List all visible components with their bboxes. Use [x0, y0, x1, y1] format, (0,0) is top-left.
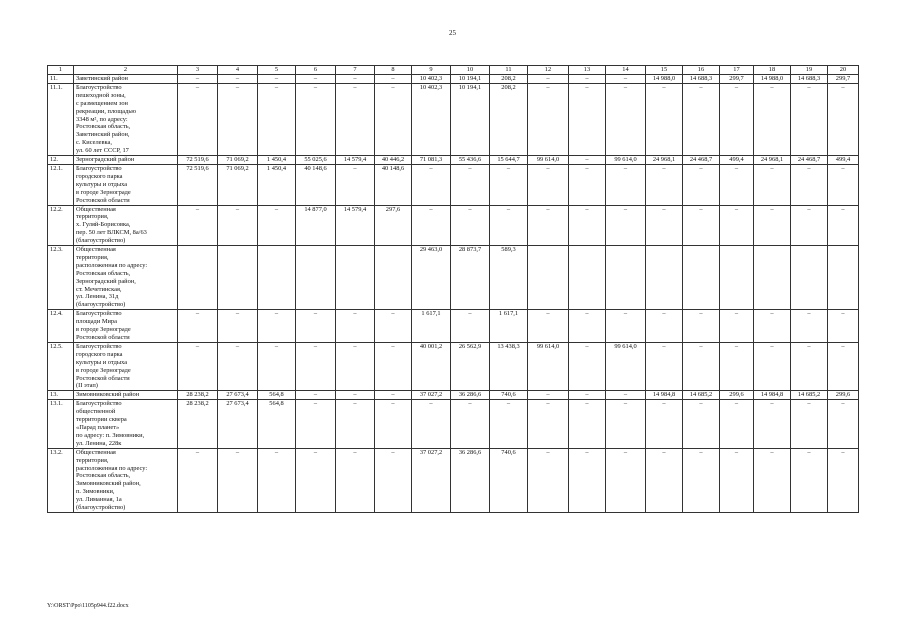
column-number-cell: 17	[720, 66, 754, 75]
value-cell	[683, 246, 720, 310]
value-cell: –	[569, 75, 606, 84]
column-number-cell: 5	[258, 66, 296, 75]
value-cell: 28 238,2	[178, 391, 218, 400]
value-cell: 589,3	[490, 246, 528, 310]
column-number-cell: 18	[754, 66, 791, 75]
value-cell: 1 450,4	[258, 156, 296, 165]
column-number-cell: 19	[791, 66, 828, 75]
value-cell: –	[528, 75, 569, 84]
value-cell: –	[606, 391, 646, 400]
value-cell: 72 519,6	[178, 156, 218, 165]
value-cell: –	[606, 75, 646, 84]
column-number-cell: 6	[296, 66, 336, 75]
value-cell: –	[178, 310, 218, 343]
value-cell: 14 984,8	[754, 391, 791, 400]
value-cell: –	[828, 205, 859, 246]
value-cell	[258, 246, 296, 310]
value-cell: 299,7	[828, 75, 859, 84]
value-cell: –	[412, 400, 451, 448]
value-cell: –	[218, 310, 258, 343]
column-number-row	[48, 66, 859, 75]
value-cell: –	[754, 310, 791, 343]
value-cell: 26 562,9	[451, 342, 490, 390]
value-cell	[791, 246, 828, 310]
value-cell: 297,6	[375, 205, 412, 246]
value-cell: –	[720, 205, 754, 246]
value-cell	[336, 246, 375, 310]
value-cell: –	[412, 164, 451, 205]
row-number: 12.4.	[48, 310, 74, 343]
row-name: Общественная территория, х. Гуляй-Борисовка, пер. 50 лет ВЛКСМ, 8а/63 (благоустройство)	[74, 205, 178, 246]
value-cell: –	[754, 342, 791, 390]
value-cell: –	[258, 310, 296, 343]
value-cell: 71 069,2	[218, 164, 258, 205]
value-cell: –	[646, 205, 683, 246]
value-cell: –	[720, 83, 754, 155]
value-cell: –	[791, 310, 828, 343]
value-cell	[720, 246, 754, 310]
value-cell: –	[720, 310, 754, 343]
value-cell: 27 673,4	[218, 391, 258, 400]
value-cell: –	[296, 400, 336, 448]
row-name: Общественная территория, расположенная по адресу: Ростовская область, Зерноградский район, ст. Мечетинская, ул. Ленина, 31д (благоустройство)	[74, 246, 178, 310]
value-cell: –	[218, 205, 258, 246]
table-row	[48, 83, 859, 155]
value-cell: –	[296, 342, 336, 390]
value-cell: –	[178, 75, 218, 84]
table-row	[48, 75, 859, 84]
value-cell: –	[569, 205, 606, 246]
file-path: Y:\ORST\Ppo\1105p944.f22.docx	[47, 603, 129, 609]
column-number-cell: 13	[569, 66, 606, 75]
value-cell: –	[569, 83, 606, 155]
row-number: 12.	[48, 156, 74, 165]
value-cell: 14 984,8	[646, 391, 683, 400]
value-cell: 27 673,4	[218, 400, 258, 448]
value-cell: 28 873,7	[451, 246, 490, 310]
value-cell: –	[336, 448, 375, 512]
value-cell: –	[178, 83, 218, 155]
value-cell: –	[528, 448, 569, 512]
column-number-cell: 8	[375, 66, 412, 75]
value-cell: –	[791, 164, 828, 205]
value-cell: –	[490, 400, 528, 448]
value-cell: –	[218, 448, 258, 512]
value-cell: 55 025,6	[296, 156, 336, 165]
row-name: Благоустройство общественной территории сквера «Парад планет» по адресу: п. Зимовники, ул. Ленина, 228к	[74, 400, 178, 448]
value-cell: –	[528, 310, 569, 343]
value-cell: –	[569, 391, 606, 400]
table-row	[48, 342, 859, 390]
value-cell: –	[828, 83, 859, 155]
row-name: Зимовниковский район	[74, 391, 178, 400]
value-cell: –	[528, 205, 569, 246]
column-number-cell: 7	[336, 66, 375, 75]
value-cell: –	[828, 400, 859, 448]
value-cell: 37 027,2	[412, 448, 451, 512]
column-number-cell: 3	[178, 66, 218, 75]
row-name: Общественная территория, расположенная по адресу: Ростовская область, Зимовниковский район, п. Зимовники, ул. Лиманная, 1а (благоустройство)	[74, 448, 178, 512]
column-number-cell: 11	[490, 66, 528, 75]
value-cell: 72 519,6	[178, 164, 218, 205]
value-cell: 564,8	[258, 400, 296, 448]
value-cell: 10 194,1	[451, 83, 490, 155]
value-cell: –	[791, 448, 828, 512]
column-number-cell: 15	[646, 66, 683, 75]
value-cell: –	[683, 448, 720, 512]
budget-table	[47, 65, 859, 513]
value-cell: 299,7	[720, 75, 754, 84]
value-cell: –	[606, 164, 646, 205]
value-cell: –	[451, 205, 490, 246]
value-cell: –	[754, 83, 791, 155]
value-cell: 14 579,4	[336, 156, 375, 165]
value-cell: –	[720, 342, 754, 390]
value-cell: 499,4	[720, 156, 754, 165]
column-number-cell: 2	[74, 66, 178, 75]
value-cell: 28 238,2	[178, 400, 218, 448]
value-cell: –	[375, 391, 412, 400]
value-cell: –	[606, 448, 646, 512]
value-cell: –	[258, 205, 296, 246]
value-cell: –	[296, 448, 336, 512]
value-cell: 29 463,0	[412, 246, 451, 310]
value-cell	[375, 246, 412, 310]
value-cell: 10 402,3	[412, 83, 451, 155]
value-cell: –	[683, 342, 720, 390]
value-cell: –	[720, 400, 754, 448]
value-cell: 24 968,1	[646, 156, 683, 165]
row-number: 11.	[48, 75, 74, 84]
page-number: 25	[449, 29, 456, 37]
value-cell: 36 286,6	[451, 448, 490, 512]
value-cell: –	[606, 310, 646, 343]
column-number-cell: 12	[528, 66, 569, 75]
value-cell: –	[336, 400, 375, 448]
value-cell: 14 988,0	[754, 75, 791, 84]
row-number: 13.1.	[48, 400, 74, 448]
value-cell: 99 614,0	[528, 342, 569, 390]
value-cell: –	[569, 156, 606, 165]
value-cell: 1 617,1	[490, 310, 528, 343]
value-cell: 564,8	[258, 391, 296, 400]
value-cell: 14 685,2	[791, 391, 828, 400]
value-cell: –	[375, 342, 412, 390]
value-cell	[606, 246, 646, 310]
value-cell: 14 579,4	[336, 205, 375, 246]
value-cell: –	[528, 391, 569, 400]
value-cell: –	[569, 400, 606, 448]
value-cell: –	[720, 164, 754, 205]
value-cell: –	[528, 400, 569, 448]
value-cell: –	[528, 83, 569, 155]
table-row	[48, 448, 859, 512]
value-cell: –	[754, 205, 791, 246]
value-cell: 10 402,3	[412, 75, 451, 84]
value-cell	[218, 246, 258, 310]
value-cell: –	[754, 164, 791, 205]
value-cell: –	[754, 448, 791, 512]
value-cell: 14 877,0	[296, 205, 336, 246]
value-cell: 15 644,7	[490, 156, 528, 165]
value-cell: –	[178, 448, 218, 512]
value-cell: 740,6	[490, 448, 528, 512]
value-cell: 24 468,7	[683, 156, 720, 165]
value-cell: –	[828, 310, 859, 343]
value-cell: –	[646, 310, 683, 343]
value-cell	[754, 246, 791, 310]
row-number: 12.5.	[48, 342, 74, 390]
value-cell	[178, 246, 218, 310]
row-name: Благоустройство пешеходной зоны, с размещением зон рекреации, площадью 3348 м², по адресу: Ростовская область, Заветинский район, с. Киселевка, ул. 60 лет СССР, 17	[74, 83, 178, 155]
value-cell	[569, 246, 606, 310]
value-cell: –	[258, 75, 296, 84]
value-cell: 99 614,0	[606, 342, 646, 390]
value-cell: –	[218, 342, 258, 390]
value-cell: 99 614,0	[528, 156, 569, 165]
row-name: Благоустройство городского парка культуры и отдыха в городе Зернограде Ростовской области	[74, 164, 178, 205]
value-cell	[828, 246, 859, 310]
value-cell: –	[791, 205, 828, 246]
value-cell: –	[754, 400, 791, 448]
value-cell: 1 450,4	[258, 164, 296, 205]
value-cell: –	[178, 342, 218, 390]
value-cell: 740,6	[490, 391, 528, 400]
value-cell: –	[218, 75, 258, 84]
value-cell: 71 069,2	[218, 156, 258, 165]
value-cell: 99 614,0	[606, 156, 646, 165]
value-cell: –	[683, 83, 720, 155]
value-cell: –	[375, 448, 412, 512]
value-cell: –	[528, 164, 569, 205]
value-cell: –	[569, 164, 606, 205]
value-cell: –	[336, 391, 375, 400]
row-name: Зерноградский район	[74, 156, 178, 165]
table-row	[48, 310, 859, 343]
table-row	[48, 156, 859, 165]
value-cell: –	[336, 310, 375, 343]
value-cell: –	[258, 448, 296, 512]
table-row	[48, 164, 859, 205]
value-cell: –	[490, 164, 528, 205]
value-cell: –	[683, 164, 720, 205]
value-cell: –	[569, 448, 606, 512]
value-cell: 299,6	[828, 391, 859, 400]
table-row	[48, 391, 859, 400]
value-cell: –	[296, 83, 336, 155]
value-cell: –	[646, 342, 683, 390]
value-cell: 40 001,2	[412, 342, 451, 390]
value-cell: –	[490, 205, 528, 246]
value-cell: –	[336, 164, 375, 205]
value-cell: 37 027,2	[412, 391, 451, 400]
value-cell: 1 617,1	[412, 310, 451, 343]
value-cell	[296, 246, 336, 310]
value-cell	[646, 246, 683, 310]
value-cell: 55 436,6	[451, 156, 490, 165]
value-cell: 24 968,1	[754, 156, 791, 165]
value-cell: –	[828, 342, 859, 390]
value-cell	[528, 246, 569, 310]
value-cell: –	[683, 310, 720, 343]
value-cell: –	[218, 83, 258, 155]
value-cell: 10 194,1	[451, 75, 490, 84]
row-number: 12.1.	[48, 164, 74, 205]
table-row	[48, 400, 859, 448]
value-cell: 24 468,7	[791, 156, 828, 165]
value-cell: –	[412, 205, 451, 246]
row-name: Благоустройство площади Мира в городе Зернограде Ростовской области	[74, 310, 178, 343]
value-cell: –	[375, 310, 412, 343]
value-cell: 208,2	[490, 83, 528, 155]
value-cell: –	[336, 83, 375, 155]
value-cell: 40 148,6	[296, 164, 336, 205]
value-cell: –	[178, 205, 218, 246]
value-cell: –	[791, 400, 828, 448]
value-cell: 14 688,3	[791, 75, 828, 84]
value-cell: 36 286,6	[451, 391, 490, 400]
value-cell: –	[451, 164, 490, 205]
budget-table-wrapper	[47, 65, 852, 513]
value-cell: –	[646, 83, 683, 155]
value-cell: –	[451, 400, 490, 448]
column-number-cell: 1	[48, 66, 74, 75]
row-number: 12.2.	[48, 205, 74, 246]
value-cell: –	[258, 83, 296, 155]
value-cell: –	[606, 205, 646, 246]
value-cell: –	[720, 448, 754, 512]
value-cell: –	[569, 342, 606, 390]
value-cell: 14 688,3	[683, 75, 720, 84]
row-number: 12.3.	[48, 246, 74, 310]
value-cell: 208,2	[490, 75, 528, 84]
value-cell: –	[828, 164, 859, 205]
row-name: Заветинский район	[74, 75, 178, 84]
value-cell: –	[336, 342, 375, 390]
value-cell: 13 438,3	[490, 342, 528, 390]
column-number-cell: 10	[451, 66, 490, 75]
value-cell: –	[336, 75, 375, 84]
row-number: 11.1.	[48, 83, 74, 155]
value-cell: –	[296, 391, 336, 400]
value-cell: –	[791, 83, 828, 155]
value-cell: –	[375, 75, 412, 84]
value-cell: 40 446,2	[375, 156, 412, 165]
column-number-cell: 4	[218, 66, 258, 75]
value-cell: –	[646, 400, 683, 448]
value-cell: –	[569, 310, 606, 343]
value-cell: –	[451, 310, 490, 343]
value-cell: 71 081,3	[412, 156, 451, 165]
column-number-cell: 14	[606, 66, 646, 75]
value-cell: –	[646, 164, 683, 205]
value-cell: –	[296, 310, 336, 343]
table-row	[48, 205, 859, 246]
value-cell: 14 988,0	[646, 75, 683, 84]
column-number-cell: 9	[412, 66, 451, 75]
value-cell: –	[375, 400, 412, 448]
value-cell: –	[296, 75, 336, 84]
value-cell: 499,4	[828, 156, 859, 165]
row-number: 13.	[48, 391, 74, 400]
value-cell: –	[828, 448, 859, 512]
value-cell: 299,6	[720, 391, 754, 400]
value-cell: –	[683, 400, 720, 448]
column-number-cell: 20	[828, 66, 859, 75]
value-cell: 40 148,6	[375, 164, 412, 205]
value-cell: –	[606, 83, 646, 155]
column-number-cell: 16	[683, 66, 720, 75]
table-body	[48, 66, 859, 513]
value-cell: –	[683, 205, 720, 246]
value-cell: –	[258, 342, 296, 390]
value-cell: 14 685,2	[683, 391, 720, 400]
value-cell: –	[606, 400, 646, 448]
table-row	[48, 246, 859, 310]
row-number: 13.2.	[48, 448, 74, 512]
value-cell: –	[646, 448, 683, 512]
value-cell: –	[791, 342, 828, 390]
row-name: Благоустройство городского парка культуры и отдыха в городе Зернограде Ростовской области (II этап)	[74, 342, 178, 390]
value-cell: –	[375, 83, 412, 155]
